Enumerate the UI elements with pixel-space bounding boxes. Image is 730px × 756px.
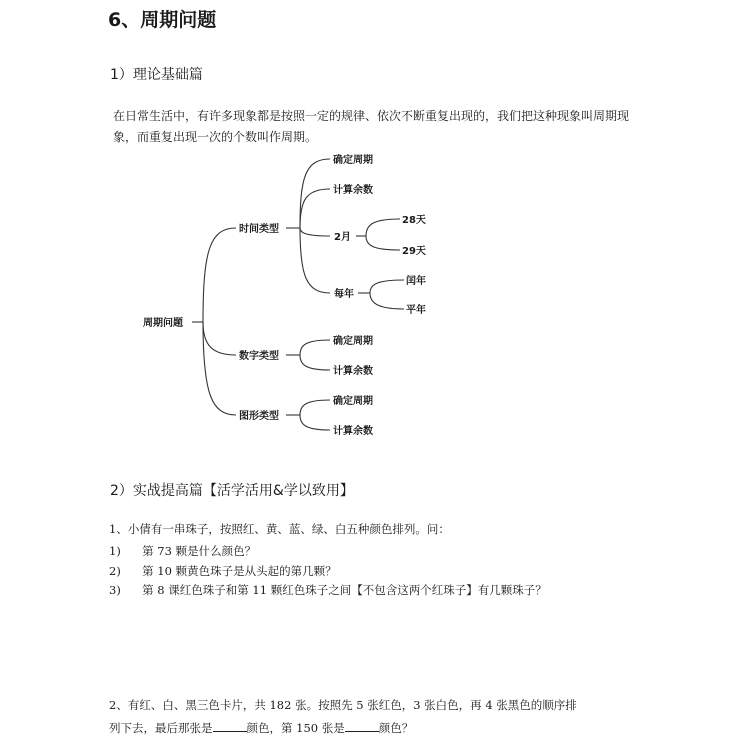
sub-1-text: 第 73 颗是什么颜色？	[142, 544, 257, 558]
sub-1-number: 1)	[109, 544, 121, 558]
section-1-title: 1）理论基础篇	[110, 67, 203, 83]
sub-2-text: 第 10 颗黄色珠子是从头起的第几颗？	[142, 564, 337, 578]
sub-3-text: 第 8 课红色珠子和第 11 颗红色珠子之间【不包含这两个红珠子】有几颗珠子？	[142, 583, 547, 597]
node-year: 每年	[334, 289, 354, 300]
branch-number-remainder	[300, 355, 330, 370]
node-shape-confirm: 确定周期	[333, 396, 373, 407]
answer-blank-1[interactable]	[213, 719, 247, 732]
node-number-remainder: 计算余数	[333, 366, 373, 377]
question-2-line-2	[109, 719, 413, 736]
page-heading: 6、周期问题	[108, 9, 217, 31]
node-feb: 2月	[334, 232, 351, 243]
node-time-remainder: 计算余数	[333, 185, 373, 196]
branch-shape-confirm	[300, 400, 330, 415]
branch-year-leap	[370, 280, 404, 293]
branch-time-feb	[300, 228, 330, 236]
node-leap: 闰年	[406, 276, 426, 287]
branch-time-remainder	[300, 189, 330, 228]
node-feb-29: 29天	[402, 246, 426, 257]
node-common: 平年	[406, 305, 426, 316]
q2-text-b: 颜色，第 150 张是	[246, 721, 345, 735]
question-2-line-1: 2、有红、白、黑三色卡片，共 182 张。按照先 5 张红色，3 张白色，再 4 张黑色的顺序排	[109, 698, 577, 712]
intro-paragraph: 在日常生活中，有许多现象都是按照一定的规律、依次不断重复出现的，我们把这种现象叫周期现象，而重复出现一次的个数叫作周期。	[113, 109, 630, 144]
node-number-confirm: 确定周期	[333, 336, 373, 347]
branch-time-confirm	[300, 159, 330, 228]
branch-year-common	[370, 293, 404, 309]
branch-root-number	[203, 322, 236, 355]
node-shape-type: 图形类型	[239, 411, 279, 422]
branch-feb-29	[366, 236, 400, 250]
branch-time-year	[300, 228, 330, 293]
node-shape-remainder: 计算余数	[333, 426, 373, 437]
section-2-title: 2）实战提高篇【活学活用&学以致用】	[110, 483, 354, 499]
question-1-sub-2	[109, 563, 337, 579]
question-1-sub-3	[109, 582, 547, 598]
branch-shape-remainder	[300, 415, 330, 430]
question-1-sub-1	[109, 543, 256, 559]
sub-3-number: 3)	[109, 583, 121, 597]
node-feb-28: 28天	[402, 215, 426, 226]
node-time-type: 时间类型	[239, 224, 279, 235]
branch-root-time	[203, 228, 236, 322]
branch-feb-28	[366, 219, 400, 236]
node-number-type: 数字类型	[239, 351, 279, 362]
q2-text-c: 颜色？	[378, 721, 414, 735]
sub-2-number: 2)	[109, 564, 121, 578]
question-1-stem: 1、小倩有一串珠子，按照红、黄、蓝、绿、白五种颜色排列。问：	[109, 522, 450, 536]
node-root: 周期问题	[143, 318, 183, 329]
branch-root-shape	[203, 322, 236, 415]
node-time-confirm: 确定周期	[333, 155, 373, 166]
q2-text-a: 列下去，最后那张是	[109, 721, 213, 735]
branch-number-confirm	[300, 340, 330, 355]
answer-blank-2[interactable]	[345, 719, 379, 732]
